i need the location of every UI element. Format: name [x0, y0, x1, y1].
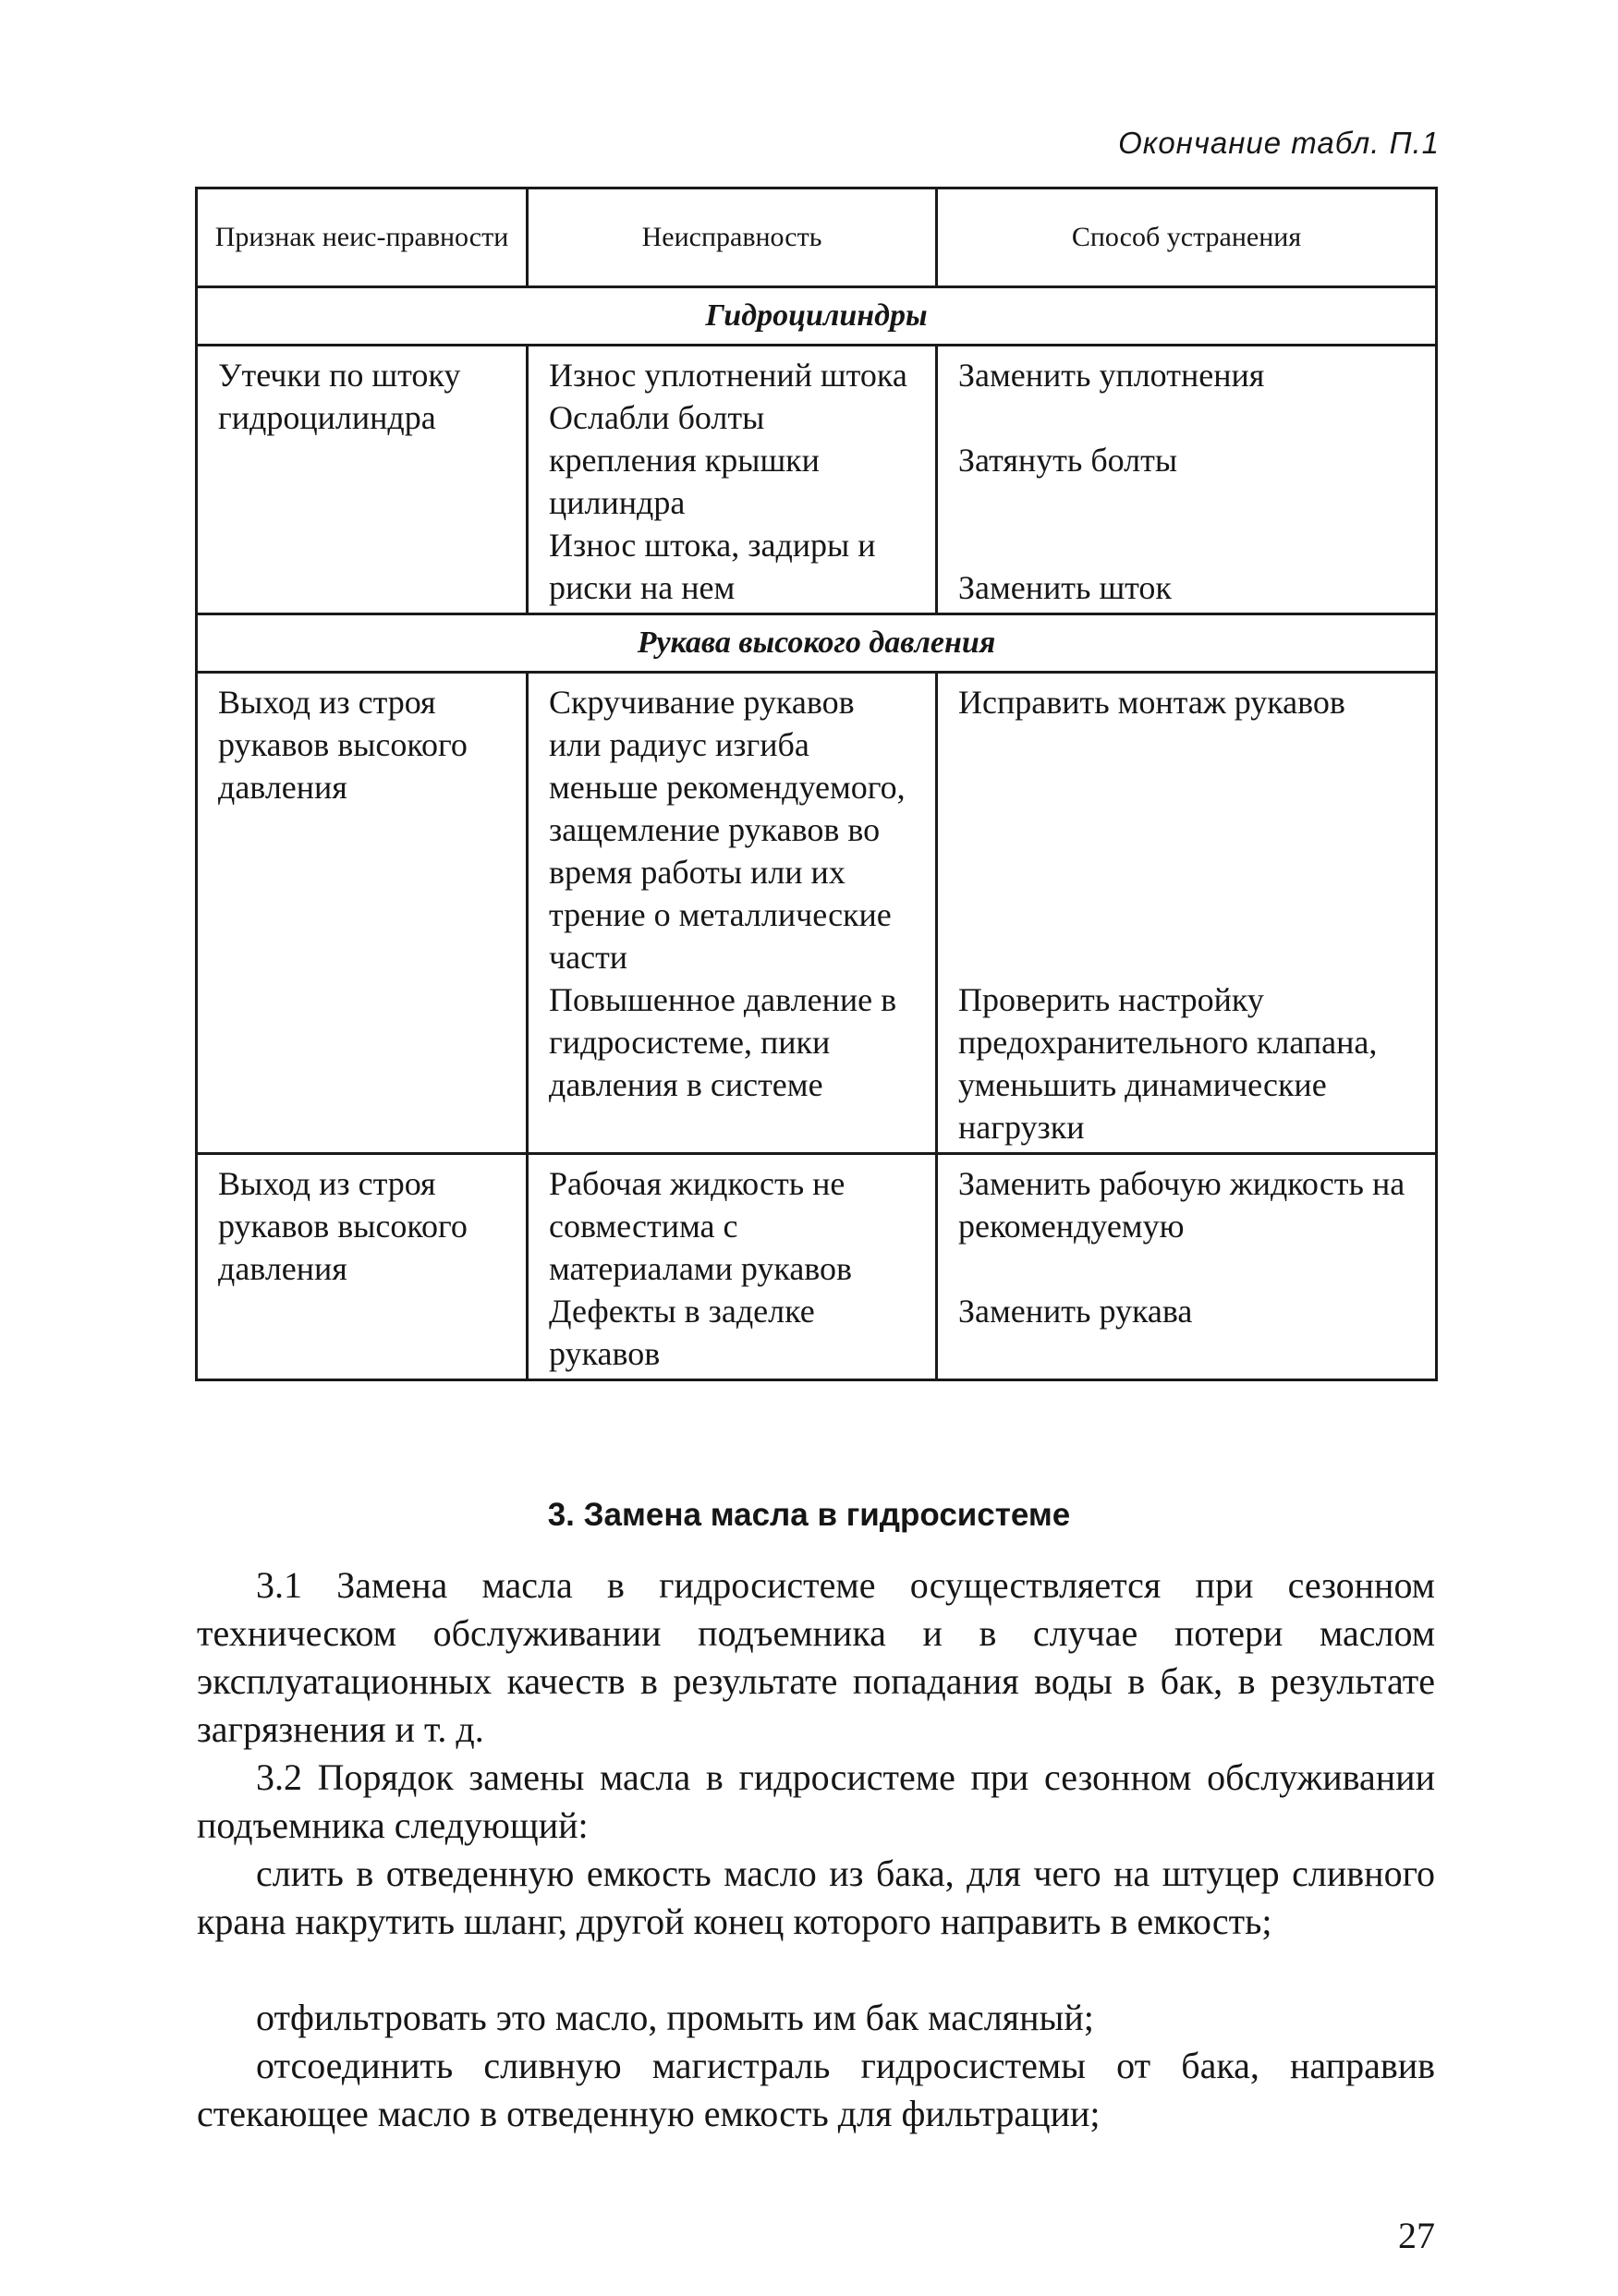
header-fault-text: Неисправность [641, 222, 822, 252]
section-title: Рукава высокого давления [197, 614, 1437, 673]
table-row [197, 673, 1437, 1154]
remedy-text: Заменить рабочую жидкость на рекомендуемую [958, 1165, 1405, 1245]
remedy-text: Затянуть болты [958, 442, 1178, 479]
header-remedy [937, 188, 1437, 287]
page-number: 27 [1398, 2215, 1435, 2256]
fault-text: Ослабли болты крепления крышки цилиндра [549, 399, 820, 521]
remedy-cell [937, 673, 1437, 1154]
table-header-row [197, 188, 1437, 287]
header-fault [528, 188, 937, 287]
section-heading: 3. Замена масла в гидросистеме [547, 1497, 1071, 1533]
fault-cell [528, 346, 937, 614]
section-row-hoses [197, 614, 1437, 673]
fault-table [195, 187, 1438, 1381]
paragraph: отсоединить сливную магистраль гидросистемы от бака, направив стекающее масло в отведенную емкость для фильтрации; [197, 2045, 1435, 2134]
remedy-text: Заменить рукава [958, 1293, 1193, 1330]
fault-text: Дефекты в заделке рукавов [549, 1293, 815, 1372]
header-remedy-text: Способ устранения [1071, 222, 1302, 252]
symptom-cell [197, 1154, 528, 1380]
section-title: Гидроцилиндры [197, 287, 1437, 346]
table-caption: Окончание табл. П.1 [1118, 126, 1440, 160]
paragraph: 3.2 Порядок замены масла в гидросистеме при сезонном обслуживании подъемника следующий: [197, 1756, 1435, 1846]
paragraph: слить в отведенную емкость масло из бака, для чего на штуцер сливного крана накрутить шланг, другой конец которого направить в емкость; [197, 1853, 1435, 1942]
paragraph: 3.1 Замена масла в гидросистеме осуществляется при сезонном техническом обслуживании подъемника и в случае потери маслом эксплуатационных качеств в результате попадания воды в бак, в результате загрязнения и т. д. [197, 1564, 1435, 1750]
remedy-text: Заменить шток [958, 569, 1172, 606]
section-row-hydrocylinders [197, 287, 1437, 346]
table-row [197, 346, 1437, 614]
fault-text: Износ уплотнений штока [549, 357, 907, 394]
symptom-text: Утечки по штоку гидроцилиндра [218, 357, 461, 436]
remedy-text: Заменить уплотнения [958, 357, 1265, 394]
fault-text: Скручивание рукавов или радиус изгиба меньше рекомендуемого, защемление рукавов во время работы или их трение о металлические части [549, 684, 906, 976]
fault-text: Рабочая жидкость не совместима с материалами рукавов [549, 1165, 853, 1287]
table-row [197, 1154, 1437, 1380]
paragraph: отфильтровать это масло, промыть им бак масляный; [256, 1997, 1094, 2038]
header-symptom [197, 188, 528, 287]
remedy-cell [937, 346, 1437, 614]
fault-text: Повышенное давление в гидросистеме, пики давления в системе [549, 981, 897, 1103]
symptom-cell [197, 346, 528, 614]
symptom-text: Выход из строя рукавов высокого давления [218, 1165, 468, 1287]
symptom-cell [197, 673, 528, 1154]
fault-cell [528, 673, 937, 1154]
symptom-text: Выход из строя рукавов высокого давления [218, 684, 468, 806]
header-symptom-text: Признак неис-правности [214, 222, 509, 252]
fault-text: Износ штока, задиры и риски на нем [549, 527, 876, 606]
remedy-cell [937, 1154, 1437, 1380]
remedy-text: Исправить монтаж рукавов [958, 684, 1345, 721]
remedy-text: Проверить настройку предохранительного клапана, уменьшить динамические нагрузки [958, 981, 1378, 1146]
fault-cell [528, 1154, 937, 1380]
